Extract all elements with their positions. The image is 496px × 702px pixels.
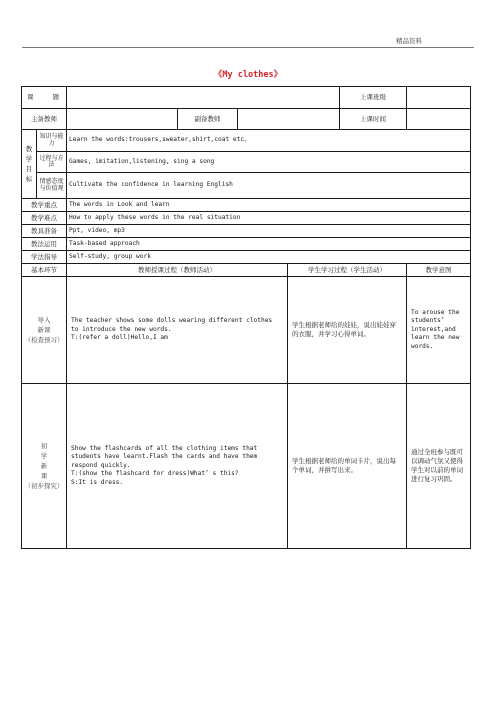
stage-cell: 导入 新课 （检查预习）	[22, 277, 67, 384]
aids-label: 教具准备	[22, 225, 67, 238]
assist-teacher-label: 副备教师	[178, 109, 238, 130]
key-point-label: 教学重点	[22, 199, 67, 212]
course-value	[67, 87, 340, 109]
objective-category: 情感态度与价值观	[37, 173, 67, 199]
time-label: 上课时间	[340, 109, 407, 130]
teacher-activity-cell: The teacher shows some dolls wearing different clothes to introduce the new words. T:(refer a doll)Hello,I am	[67, 277, 288, 384]
lesson-plan-table	[21, 86, 471, 549]
objective-category: 过程与方法	[37, 152, 67, 173]
key-point-content: The words in Look and learn	[67, 199, 471, 212]
teacher-activity-cell: Show the flashcards of all the clothing items that students have learnt.Flash the cards and have them respond quickly. T:(show the flashcard for dress)What’ s this? S:It is dress.	[67, 384, 288, 549]
objective-content: Games, imitation,listening, sing a song	[67, 152, 471, 173]
objectives-label: 教 学 目 标	[22, 130, 37, 199]
student-activity-header: 学生学习过程（学生活动）	[288, 264, 407, 277]
header-tag: 精品资料	[396, 37, 422, 45]
assist-teacher-value	[238, 109, 340, 130]
time-value	[407, 109, 471, 130]
intent-header: 教学意图	[407, 264, 471, 277]
method-content: Task-based approach	[67, 238, 471, 251]
intent-cell: 通过全班参与既可以调动气氛又使得学生对以前的单词进行复习巩固。	[407, 384, 471, 549]
stage-header: 基本环节	[22, 264, 67, 277]
teacher-activity-header: 教师授课过程（教师活动）	[67, 264, 288, 277]
lead-teacher-label: 主备教师	[22, 109, 67, 130]
guidance-label: 学法指导	[22, 251, 67, 264]
objective-category: 知识与能力	[37, 130, 67, 152]
objective-content: Cultivate the confidence in learning English	[67, 173, 471, 199]
difficulty-content: How to apply these words in the real situation	[67, 212, 471, 225]
class-value	[407, 87, 471, 109]
lead-teacher-value	[67, 109, 178, 130]
aids-content: Ppt, video, mp3	[67, 225, 471, 238]
stage-cell: 初 学 新 课 （初步探究）	[22, 384, 67, 549]
difficulty-label: 教学难点	[22, 212, 67, 225]
class-label: 上课班级	[340, 87, 407, 109]
method-label: 教法运用	[22, 238, 67, 251]
student-activity-cell: 学生根据老师给的娃娃，说出娃娃穿的衣服，并学习心得单词。	[288, 277, 407, 384]
intent-cell: To arouse the students’ interest,and learn the new words.	[407, 277, 471, 384]
objective-content: Learn the words:trousers,sweater,shirt,coat etc。	[67, 130, 471, 152]
guidance-content: Self-study, group work	[67, 251, 471, 264]
course-label: 课 题	[22, 87, 67, 109]
header-rule	[22, 47, 474, 48]
lesson-title: 《My clothes》	[213, 70, 283, 80]
student-activity-cell: 学生根据老师给的单词卡片，说出每个单词，并拼写出来。	[288, 384, 407, 549]
